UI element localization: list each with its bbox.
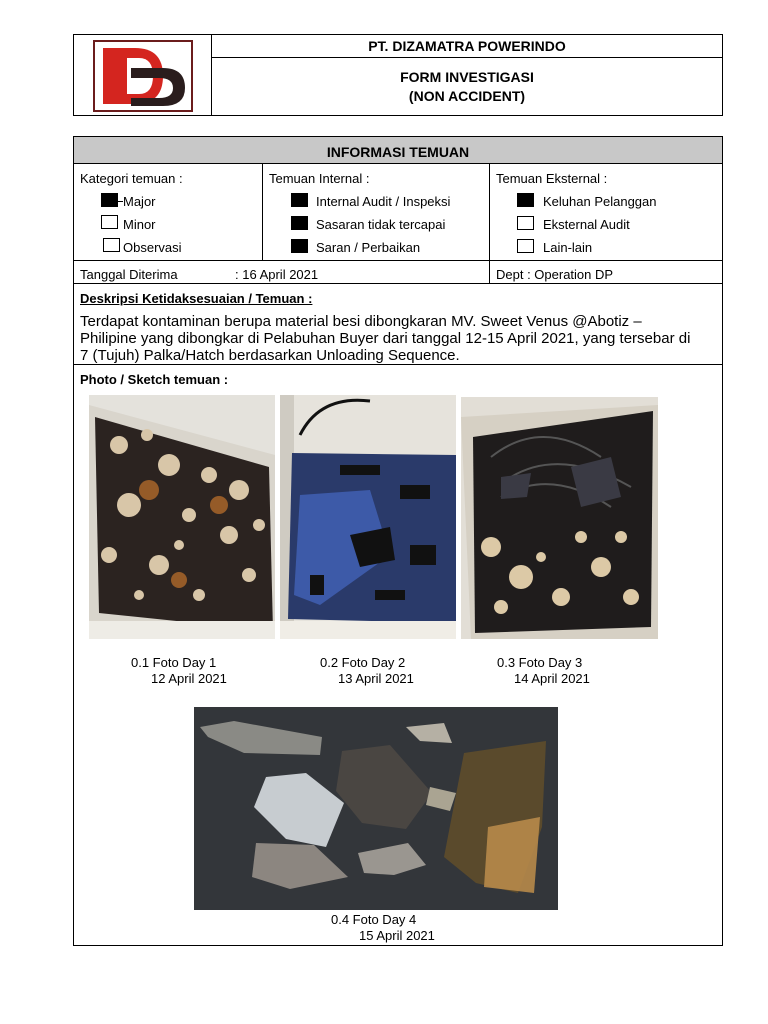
checkbox-internal-audit[interactable] xyxy=(291,193,308,207)
option-major-label: Major xyxy=(123,194,156,209)
section-header-bottom xyxy=(73,163,723,164)
eksternal-label: Temuan Eksternal : xyxy=(496,171,608,186)
checkbox-eksternal-audit[interactable] xyxy=(517,216,534,230)
deskripsi-line-2: Philipine yang dibongkar di Pelabuhan Buyer dari tanggal 12-15 April 2021, yang tersebar di xyxy=(80,330,691,347)
option-saran-label: Saran / Perbaikan xyxy=(316,240,421,255)
photo-day-3 xyxy=(461,397,658,639)
checkbox-keluhan[interactable] xyxy=(517,193,534,207)
form-subtitle: (NON ACCIDENT) xyxy=(408,88,526,104)
deskripsi-line-3: 7 (Tujuh) Palka/Hatch berdasarkan Unloading Sequence. xyxy=(80,347,460,364)
photo-2-caption: 0.2 Foto Day 2 xyxy=(320,655,406,670)
photo-4-caption: 0.4 Foto Day 4 xyxy=(331,912,417,927)
tanggal-value: : 16 April 2021 xyxy=(235,267,319,282)
checkbox-major[interactable] xyxy=(101,193,118,207)
major-dash xyxy=(118,201,123,202)
header-row-divider xyxy=(211,57,723,58)
dept-value: Dept : Operation DP xyxy=(496,267,614,282)
company-logo xyxy=(93,40,193,112)
photo-heading: Photo / Sketch temuan : xyxy=(80,372,229,387)
row-divider-categories xyxy=(73,260,723,261)
form-title: FORM INVESTIGASI xyxy=(400,69,534,85)
photo-day-4 xyxy=(194,707,558,910)
photo-4-date: 15 April 2021 xyxy=(359,928,435,943)
option-internal-audit-label: Internal Audit / Inspeksi xyxy=(316,194,451,209)
checkbox-minor[interactable] xyxy=(101,215,118,229)
photo-2-date: 13 April 2021 xyxy=(338,671,414,686)
photo-1-caption: 0.1 Foto Day 1 xyxy=(131,655,217,670)
company-name: PT. DIZAMATRA POWERINDO xyxy=(368,38,566,54)
checkbox-lain-lain[interactable] xyxy=(517,239,534,253)
col-divider-2 xyxy=(489,163,490,283)
photo-day-2 xyxy=(280,395,456,639)
section-title: INFORMASI TEMUAN xyxy=(326,144,470,160)
row-divider-desc xyxy=(73,364,723,365)
option-eksternal-audit-label: Eksternal Audit xyxy=(543,217,630,232)
deskripsi-heading: Deskripsi Ketidaksesuaian / Temuan : xyxy=(80,291,313,306)
photo-3-date: 14 April 2021 xyxy=(514,671,590,686)
col-divider-1 xyxy=(262,163,263,260)
checkbox-saran[interactable] xyxy=(291,239,308,253)
checkbox-sasaran[interactable] xyxy=(291,216,308,230)
internal-label: Temuan Internal : xyxy=(269,171,370,186)
option-sasaran-label: Sasaran tidak tercapai xyxy=(316,217,446,232)
option-lain-lain-label: Lain-lain xyxy=(543,240,593,255)
option-keluhan-label: Keluhan Pelanggan xyxy=(543,194,657,209)
row-divider-date xyxy=(73,283,723,284)
deskripsi-line-1: Terdapat kontaminan berupa material besi dibongkaran MV. Sweet Venus @Abotiz – xyxy=(80,313,642,330)
option-minor-label: Minor xyxy=(123,217,156,232)
checkbox-observasi[interactable] xyxy=(103,238,120,252)
photo-day-1 xyxy=(89,395,275,639)
kategori-label: Kategori temuan : xyxy=(80,171,183,186)
option-observasi-label: Observasi xyxy=(123,240,182,255)
photo-1-date: 12 April 2021 xyxy=(151,671,227,686)
tanggal-label: Tanggal Diterima xyxy=(80,267,178,282)
photo-3-caption: 0.3 Foto Day 3 xyxy=(497,655,583,670)
